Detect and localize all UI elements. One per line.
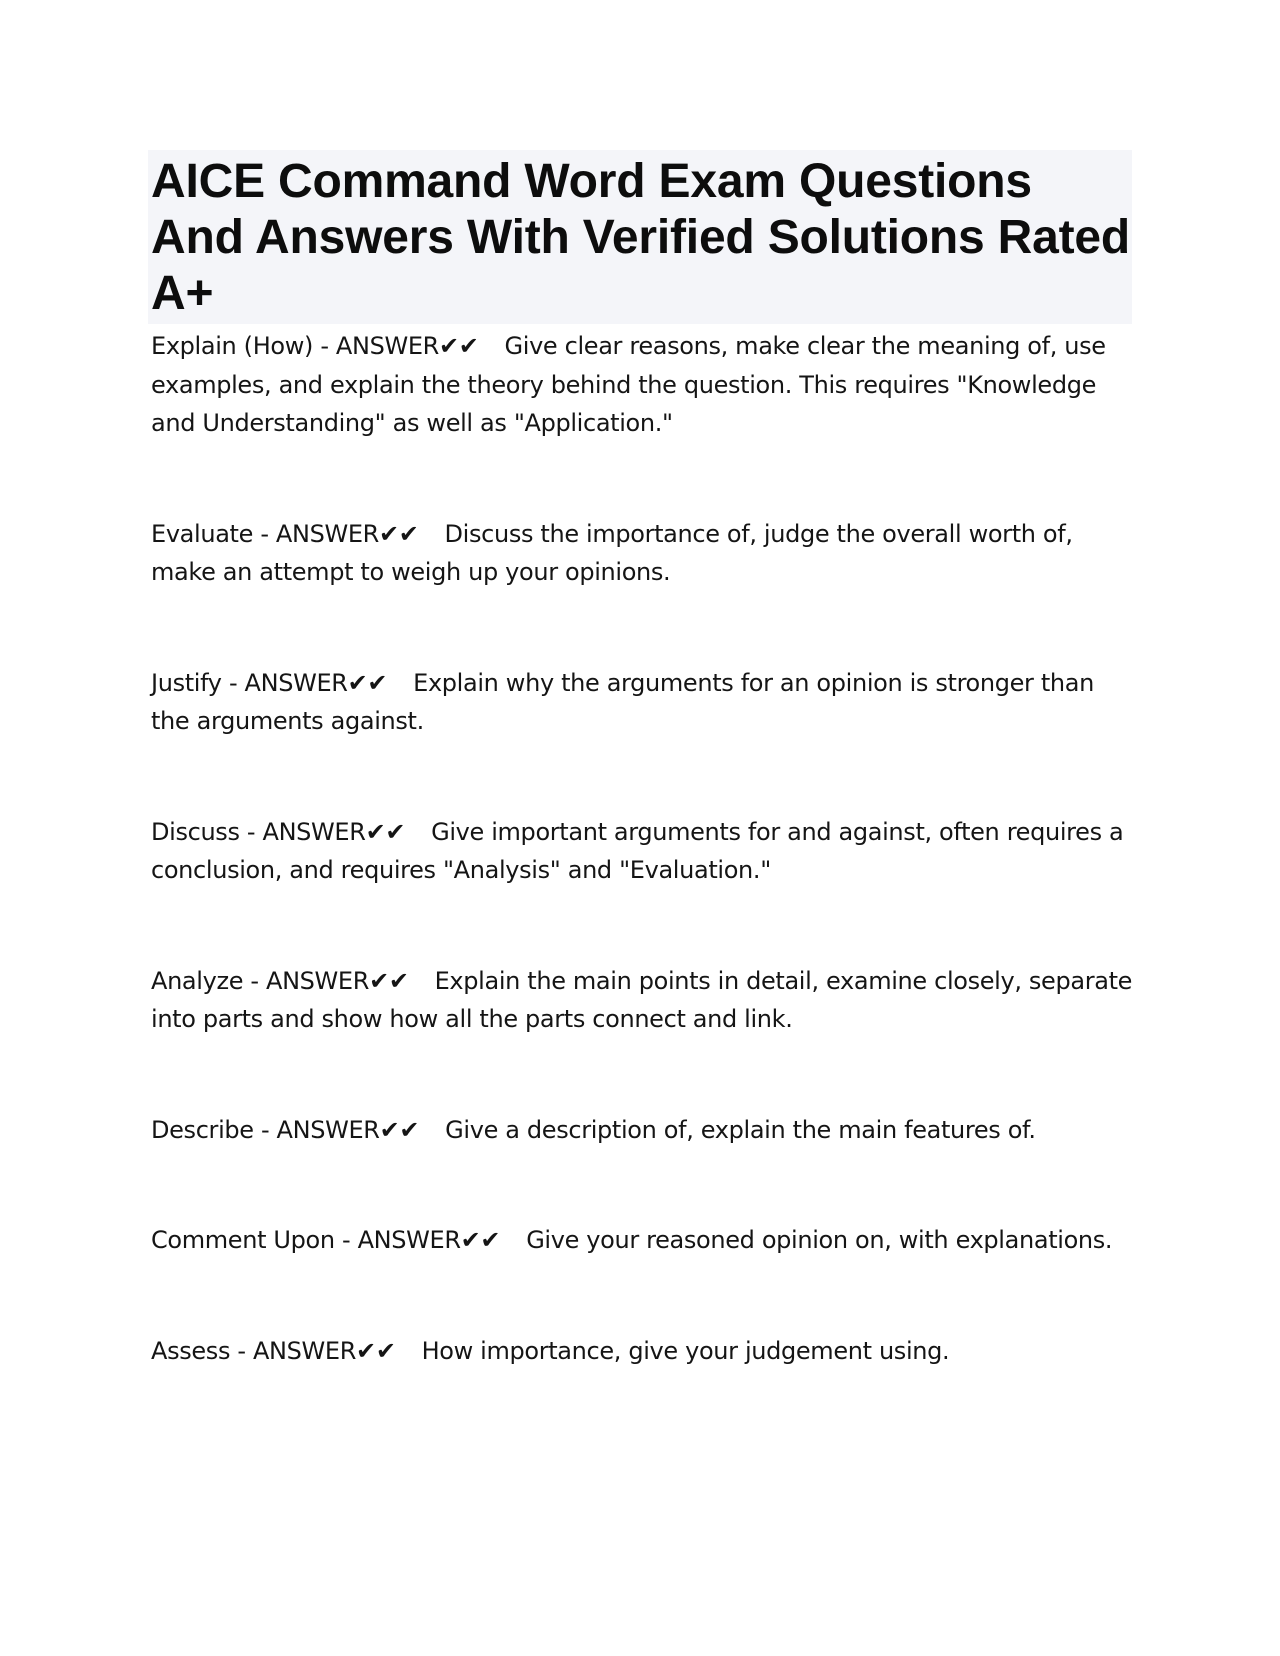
term: Assess bbox=[151, 1336, 231, 1365]
qa-entry bbox=[151, 813, 1136, 890]
definition: Give your reasoned opinion on, with explanations. bbox=[526, 1226, 1113, 1254]
qa-entry bbox=[151, 664, 1136, 741]
answer-marker: - ANSWER✔✔ bbox=[260, 1115, 420, 1144]
qa-entry bbox=[151, 1332, 1136, 1371]
term: Describe bbox=[151, 1115, 254, 1144]
answer-marker: - ANSWER✔✔ bbox=[250, 966, 409, 995]
answer-marker: - ANSWER✔✔ bbox=[342, 1226, 501, 1254]
answer-marker: - ANSWER✔✔ bbox=[228, 668, 388, 697]
definition: Explain the main points in detail, examine closely, separate into parts and show how all the parts connect and link. bbox=[151, 966, 1133, 1033]
qa-entry bbox=[151, 515, 1136, 592]
term: Discuss bbox=[151, 817, 240, 846]
answer-marker: - ANSWER✔✔ bbox=[320, 332, 479, 360]
definition: Give a description of, explain the main features of. bbox=[445, 1115, 1036, 1144]
definition: Give clear reasons, make clear the meaning of, use examples, and explain the theory behind the question. This requires "Knowledge and Understanding" as well as "Application." bbox=[151, 332, 1106, 437]
definition: Give important arguments for and against, often requires a conclusion, and requires "Analysis" and "Evaluation." bbox=[151, 817, 1124, 884]
answer-marker: - ANSWER✔✔ bbox=[260, 519, 419, 548]
definition: Discuss the importance of, judge the overall worth of, make an attempt to weigh up your opinions. bbox=[151, 519, 1073, 586]
definition: Explain why the arguments for an opinion is stronger than the arguments against. bbox=[151, 668, 1094, 735]
term: Comment Upon bbox=[151, 1226, 335, 1254]
qa-list bbox=[151, 327, 1136, 1370]
answer-marker: - ANSWER✔✔ bbox=[246, 817, 406, 846]
term: Analyze bbox=[151, 966, 244, 995]
term: Justify bbox=[151, 668, 222, 697]
qa-entry bbox=[151, 1221, 1136, 1260]
answer-marker: - ANSWER✔✔ bbox=[237, 1336, 396, 1365]
qa-entry bbox=[151, 327, 1136, 443]
definition: How importance, give your judgement using. bbox=[421, 1336, 950, 1365]
qa-entry bbox=[151, 962, 1136, 1039]
document-title: AICE Command Word Exam Questions And Answers With Verified Solutions Rated A+ bbox=[151, 155, 1131, 320]
term: Evaluate bbox=[151, 519, 254, 548]
title-block bbox=[148, 150, 1132, 324]
term: Explain (How) bbox=[151, 332, 314, 360]
qa-entry bbox=[151, 1111, 1136, 1150]
